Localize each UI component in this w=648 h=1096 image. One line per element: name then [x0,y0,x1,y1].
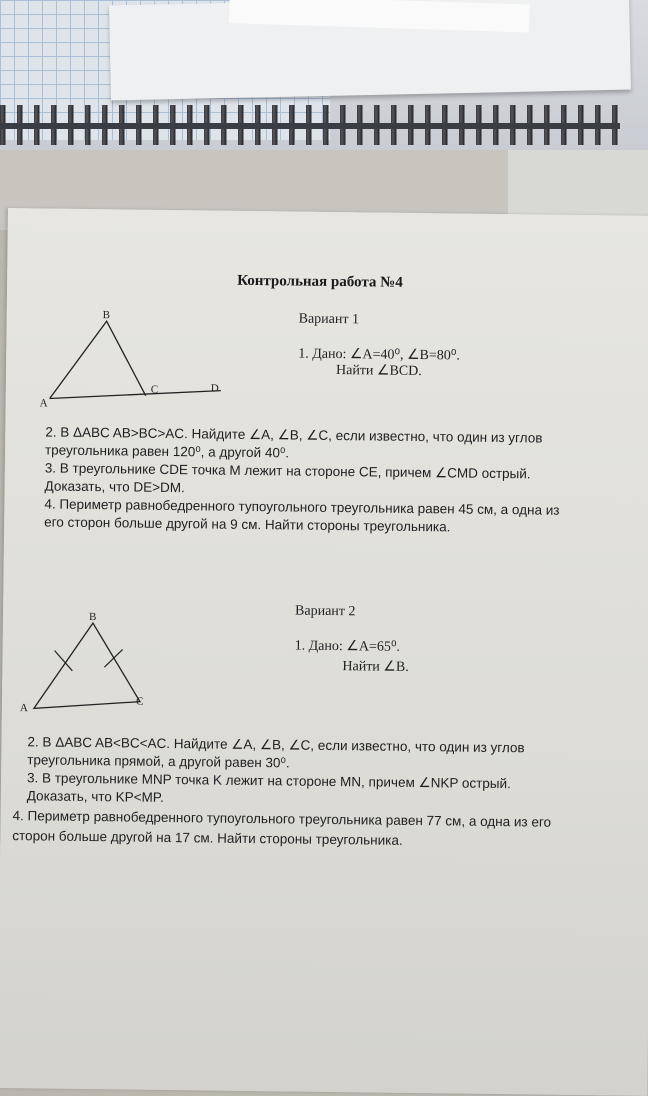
variant-2-label: Вариант 2 [295,603,356,620]
page-title: Контрольная работа №4 [237,272,403,291]
v2-task2-line2: треугольника прямой, а другой равен 30⁰. [27,752,290,771]
vertex-label-a2: A [19,702,28,715]
v2-task3-line2: Доказать, что KP<MP. [26,788,164,805]
v1-task1-line2: Найти ∠BCD. [335,363,422,380]
loose-pages [109,0,631,100]
vertex-label-c2: C [135,695,144,708]
v2-task1-line2: Найти ∠B. [342,659,409,675]
v2-task1-line1: 1. Дано: ∠A=65⁰. [294,638,401,655]
v1-task4-line2: его сторон больше другой на 9 см. Найти стороны треугольника. [44,514,451,535]
triangle-1-base [50,389,221,401]
triangle-figure-1 [35,308,236,420]
notebook-stack [0,0,648,150]
vertex-label-b2: B [88,611,97,624]
spiral-bar [0,123,620,129]
tick-mark-right [104,649,122,667]
variant-1-label: Вариант 1 [298,311,360,328]
triangle-1-sides [50,321,147,400]
v1-task2-line2: треугольника равен 120⁰, а другой 40⁰. [44,442,290,461]
test-paper [0,208,648,1096]
index-card [229,0,530,33]
triangle-figure-2 [24,610,185,722]
vertex-label-c1: C [150,383,159,396]
v1-task4-line1: 4. Периметр равнобедренного тупоугольного треугольника равен 45 см, а одна из [44,496,560,518]
vertex-label-d1: D [210,382,219,395]
vertex-label-a1: A [39,397,48,410]
v1-task3-line1: 3. В треугольнике CDE точка M лежит на стороне CE, причем ∠CMD острый. [44,460,531,482]
v1-task1-line1: 1. Дано: ∠A=40⁰, ∠B=80⁰. [298,346,461,364]
v2-task2-line1: 2. В ΔABC AB<BC<AC. Найдите ∠A, ∠B, ∠C, если известно, что один из углов [27,734,525,756]
v1-task2-line1: 2. В ΔABC AB>BC>AC. Найдите ∠A, ∠B, ∠C, если известно, что один из углов [45,424,543,446]
v1-task3-line2: Доказать, что DE>DM. [44,478,185,496]
v2-task3-line1: 3. В треугольнике MNP точка K лежит на стороне MN, причем ∠NKP острый. [26,770,511,792]
triangle-2-sides [34,622,144,709]
tick-mark-left [54,651,72,671]
vertex-label-b1: B [102,309,111,322]
v2-task4-line1: 4. Периметр равнобедренного тупоугольного треугольника равен 77 см, а одна из его [12,808,552,830]
v2-task4-line2: сторон больше другой на 17 см. Найти стороны треугольника. [12,828,403,848]
